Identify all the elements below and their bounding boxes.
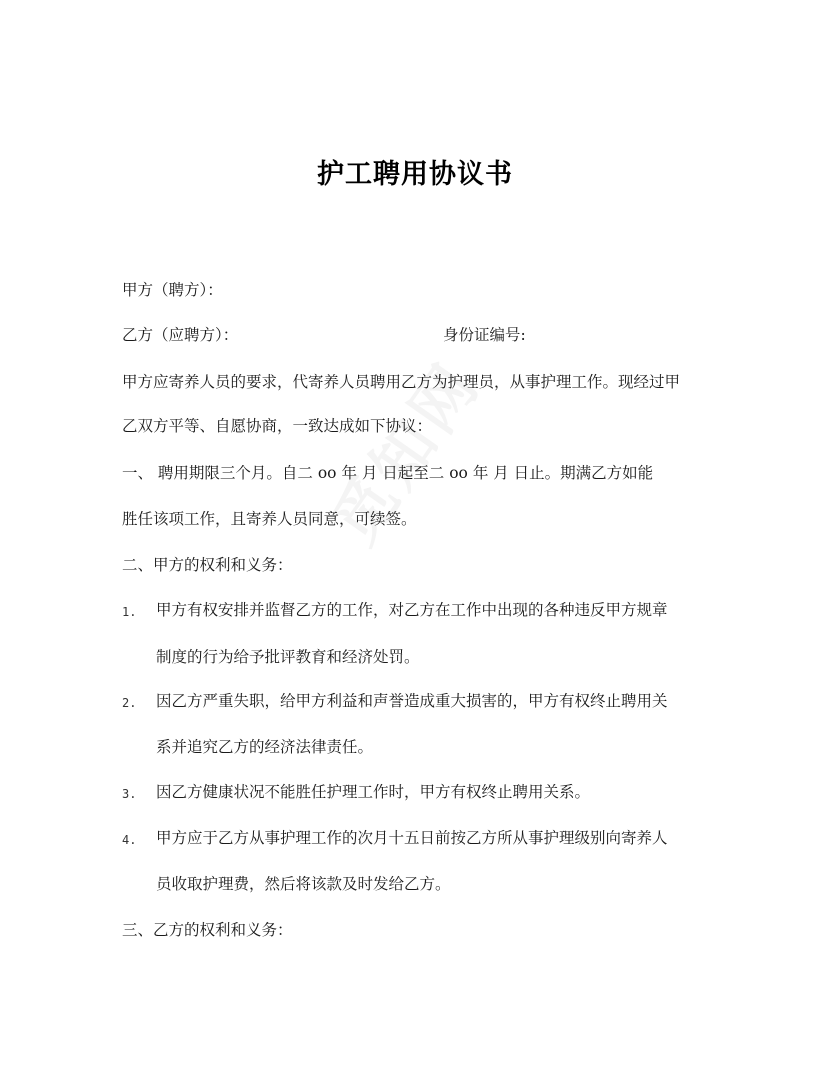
item-number: 3. [122,787,137,801]
item-number: 4. [122,833,137,847]
section-3-heading: 三、乙方的权利和义务： [122,921,293,939]
id-number-label: 身份证编号: [443,326,526,344]
item-2-line-1: 因乙方严重失职，给甲方利益和声誉造成重大损害的，甲方有权终止聘用关 [156,692,668,710]
party-b-line: 乙方（应聘方）： [122,326,239,344]
section-1-line-2: 胜任该项工作，且寄养人员同意，可续签。 [122,510,417,528]
section-1-line-1: 一、 聘用期限三个月。自二 oo 年 月 日起至二 oo 年 月 日止。期满乙方如能 [122,464,654,482]
intro-line-2: 乙双方平等、自愿协商，一致达成如下协议： [122,417,433,435]
item-3-line-1: 因乙方健康状况不能胜任护理工作时，甲方有权终止聘用关系。 [156,783,591,801]
item-4-line-2: 员收取护理费，然后将该款及时发给乙方。 [156,875,451,893]
item-4-line-1: 甲方应于乙方从事护理工作的次月十五日前按乙方所从事护理级别向寄养人 [156,829,668,847]
document-title: 护工聘用协议书 [317,159,513,190]
section-2-heading: 二、甲方的权利和义务： [122,556,293,574]
party-a-line: 甲方（聘方）： [122,281,223,299]
item-2-line-2: 系并追究乙方的经济法律责任。 [156,738,374,756]
item-1-line-1: 甲方有权安排并监督乙方的工作，对乙方在工作中出现的各种违反甲方规章 [156,601,668,619]
item-number: 1. [122,605,137,619]
intro-line-1: 甲方应寄养人员的要求，代寄养人员聘用乙方为护理员，从事护理工作。现经过甲 [122,373,681,391]
item-1-line-2: 制度的行为给予批评教育和经济处罚。 [156,648,420,666]
item-number: 2. [122,696,137,710]
